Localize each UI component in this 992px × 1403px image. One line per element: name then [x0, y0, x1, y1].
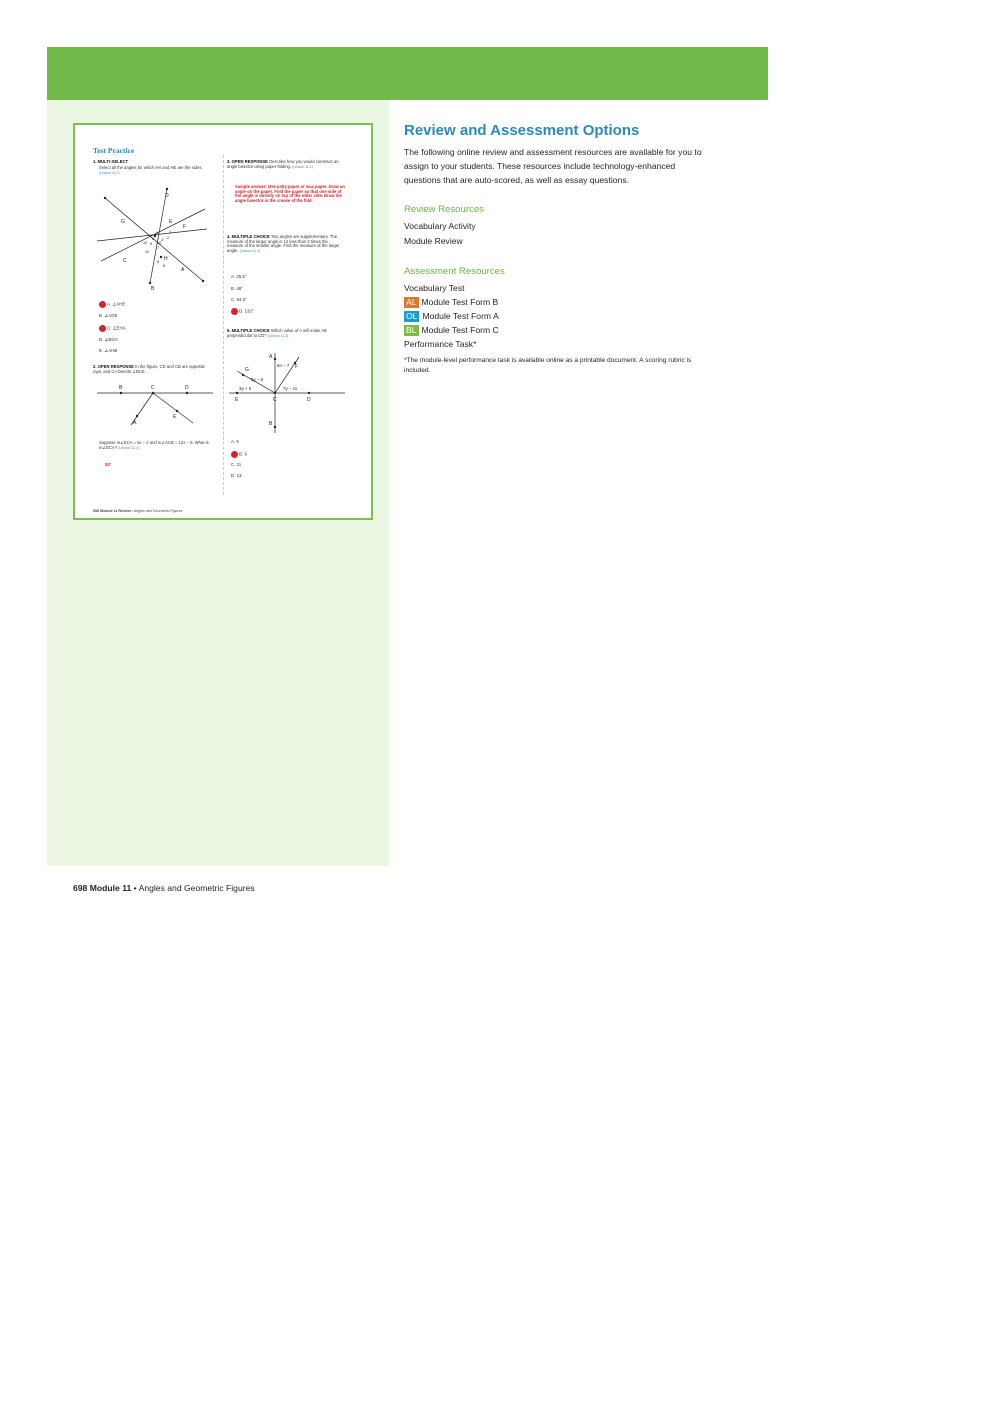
vocabulary-activity-link[interactable]: Vocabulary Activity	[404, 221, 476, 231]
q5-option-a: A. 6	[231, 439, 239, 444]
vocabulary-test-link[interactable]: Vocabulary Test	[404, 283, 465, 293]
svg-text:B: B	[269, 421, 273, 427]
test-practice-title: Test Practice	[93, 146, 135, 155]
svg-text:C: C	[151, 385, 155, 391]
q2-question: Suppose m∠ECA = 5x − 2 and m∠ACB = 12x − 9. What is m∠ECA? (Lesson 11-1)	[99, 440, 209, 450]
label-f: F	[183, 224, 187, 230]
q1-text: Select all the angles for which HA and HE are the sides. (Lesson 11-1)	[99, 165, 203, 175]
svg-text:A: A	[269, 354, 273, 360]
svg-text:F: F	[295, 364, 299, 370]
svg-text:3: 3	[161, 238, 164, 242]
svg-text:D: D	[307, 397, 311, 403]
svg-text:7: 7	[157, 246, 160, 250]
svg-text:B: B	[119, 385, 123, 391]
module-topic: Angles and Geometric Figures	[138, 883, 255, 893]
review-intro: The following online review and assessment resources are available for you to assign to your students. These resources include technology-enhanced questions that are auto-scored, as well as essay questions.	[404, 147, 702, 185]
svg-text:G: G	[245, 367, 249, 373]
q3-text: 3. OPEN RESPONSE Describe how you would construct an angle bisector using paper-folding. (Lesson 11-1)	[227, 159, 339, 169]
figure-3-diagram	[227, 351, 347, 435]
svg-text:4: 4	[156, 231, 159, 235]
selected-mark	[231, 451, 238, 458]
svg-text:10: 10	[157, 241, 162, 245]
module-test-form-c-link[interactable]: BL Module Test Form C	[406, 325, 499, 335]
figure-2-diagram	[95, 381, 215, 429]
q3-answer: Sample answer: Use patty paper or wax paper. Draw an angle on the paper. Fold the paper so that one side of the angle is directly on top of the other side. Draw the angle bisector in the crease of the fold.	[235, 184, 345, 203]
svg-text:3y + 5: 3y + 5	[239, 386, 252, 391]
review-title: Review and Assessment Options	[404, 122, 640, 139]
page-footer: 698 Module 11 • Angles and Geometric Figures	[73, 883, 255, 893]
svg-text:5y − 6: 5y − 6	[251, 377, 264, 382]
svg-text:5: 5	[152, 237, 155, 241]
svg-text:9: 9	[150, 242, 153, 246]
svg-text:12: 12	[143, 241, 148, 245]
q5-option-d: D. 13	[231, 473, 242, 478]
label-c: C	[123, 258, 127, 264]
selected-mark	[99, 301, 106, 308]
label-e: E	[169, 219, 173, 225]
thumbnail-footer: 698 Module 11 Review • Angles and Geometric Figures	[93, 509, 183, 513]
header-banner	[47, 47, 768, 100]
performance-task-note: *The module-level performance task is available online as a printable document. A scoring rubric is included.	[404, 357, 692, 374]
student-page-thumbnail	[73, 123, 373, 520]
q5-text: 5. MULTIPLE CHOICE Which value of n will make AB perpendicular to CD? (Lesson 11-3)	[227, 328, 327, 338]
svg-text:A: A	[133, 420, 137, 426]
svg-text:2: 2	[167, 236, 170, 240]
al-badge: AL	[406, 297, 417, 307]
label-d: D	[165, 193, 169, 199]
label-h: H	[164, 256, 168, 262]
svg-text:E: E	[173, 414, 177, 420]
svg-text:5n − 7: 5n − 7	[277, 363, 290, 368]
q1-option-b: B. ∠AGE	[99, 313, 118, 318]
q1-option-d: D. ∠BGA	[99, 337, 118, 342]
module-test-form-a-link[interactable]: OL Module Test Form A	[406, 311, 499, 321]
module-review-link[interactable]: Module Review	[404, 236, 463, 246]
q1-option-c: C. ∠EHA	[99, 325, 126, 332]
assessment-resources-heading: Assessment Resources	[404, 266, 505, 277]
label-a: A	[181, 267, 185, 273]
review-resources-heading: Review Resources	[404, 204, 484, 215]
module-label: Module 11	[89, 883, 132, 893]
svg-text:D: D	[185, 385, 189, 391]
q2-answer: 53°	[105, 462, 112, 467]
svg-text:C: C	[273, 397, 277, 403]
bl-badge: BL	[406, 325, 417, 335]
q4-option-d: D. 132°	[231, 308, 254, 315]
column-divider	[223, 155, 224, 495]
selected-mark	[231, 308, 238, 315]
svg-text:8: 8	[157, 260, 160, 264]
q5-option-c: C. 11	[231, 462, 242, 467]
q2-text: 2. OPEN RESPONSE In the figure, CD and CB are opposite rays, and CA bisects ∠BCE.	[93, 364, 205, 374]
figure-1-diagram	[95, 183, 207, 293]
performance-task-link[interactable]: Performance Task*	[404, 339, 477, 349]
label-b: B	[151, 286, 155, 292]
svg-text:6: 6	[163, 264, 166, 268]
q4-text: 4. MULTIPLE CHOICE Two angles are supplementary. The measure of the larger angle is 12 less than 3 times the measure of the smaller angle. Find the measure of the larger angle. (Lesson 11-2)	[227, 234, 340, 253]
q1-header: 1. MULTI-SELECT	[93, 159, 129, 164]
q4-option-b: B. 48°	[231, 286, 244, 291]
label-g: G	[121, 219, 125, 225]
svg-text:7y − 11: 7y − 11	[283, 386, 298, 391]
q1-option-e: E. ∠AHB	[99, 348, 118, 353]
page-number: 698	[73, 883, 88, 893]
svg-text:E: E	[235, 397, 239, 403]
svg-text:11: 11	[145, 250, 149, 254]
q5-option-b: B. 9	[231, 451, 247, 458]
ol-badge: OL	[406, 311, 418, 321]
module-test-form-b-link[interactable]: AL Module Test Form B	[406, 297, 499, 307]
q4-option-c: C. 64.5°	[231, 297, 247, 302]
q1-option-a: A. ∠AHE	[99, 301, 125, 308]
svg-text:1: 1	[169, 230, 172, 234]
selected-mark	[99, 325, 106, 332]
q4-option-a: A. 25.5°	[231, 274, 247, 279]
